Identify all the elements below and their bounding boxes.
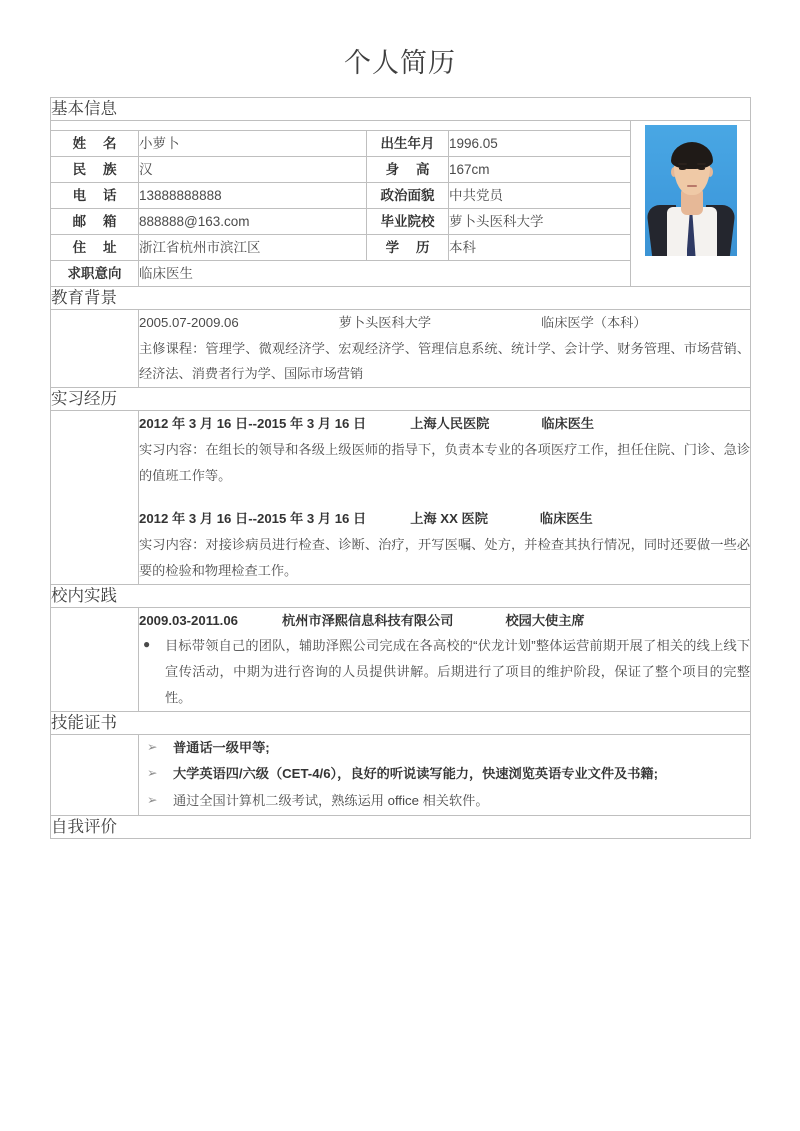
label-char-2: 名 <box>102 136 117 151</box>
label-char-2: 族 <box>102 162 117 177</box>
campus-practice-entry-head <box>139 608 750 634</box>
education-left-blank <box>51 310 139 388</box>
label-char-1: 姓 <box>72 136 87 151</box>
field-label-job-objective: 求职意向 <box>51 261 139 287</box>
resume-table <box>50 97 751 839</box>
label-char-1: 身 <box>385 162 400 177</box>
avatar <box>645 125 737 256</box>
section-header-skills: 技能证书 <box>51 711 751 734</box>
field-value-ethnicity: 汉 <box>139 157 367 183</box>
field-label-name <box>51 131 139 157</box>
education-entry-line <box>139 310 750 336</box>
label-char-2: 箱 <box>102 214 117 229</box>
campus-practice-list <box>139 633 750 710</box>
education-courses: 主修课程：管理学、微观经济学、宏观经济学、管理信息系统、统计学、会计学、财务管理、市场营销、经济法、消费者行为学、国际市场营销 <box>139 340 751 382</box>
education-content <box>139 310 751 388</box>
page-title: 个人简历 <box>344 48 456 78</box>
field-value-birthdate: 1996.05 <box>449 131 631 157</box>
field-label-phone <box>51 183 139 209</box>
skills-content <box>139 734 751 815</box>
internship-period: 2012 年 3 月 16 日--2015 年 3 月 16 日 <box>139 511 367 527</box>
field-label-degree <box>367 235 449 261</box>
section-header-row-basic-info <box>51 98 751 121</box>
list-item-text: 通过全国计算机二级考试，熟练运用 office 相关软件。 <box>173 793 489 809</box>
section-header-row-skills <box>51 711 751 734</box>
photo-brow-right <box>697 163 706 165</box>
internship-period: 2012 年 3 月 16 日--2015 年 3 月 16 日 <box>139 416 367 432</box>
internship-org: 上海 XX 医院 <box>410 511 488 527</box>
section-header-row-internship <box>51 388 751 411</box>
field-value-school: 萝卜头医科大学 <box>449 209 631 235</box>
internship-entry <box>139 411 750 488</box>
field-value-degree: 本科 <box>449 235 631 261</box>
photo-mouth <box>687 185 697 187</box>
internship-left-blank <box>51 411 139 584</box>
label-char-2: 高 <box>415 162 430 177</box>
field-value-email: 888888@163.com <box>139 209 367 235</box>
list-item <box>139 735 750 761</box>
spacer-cell <box>51 121 631 131</box>
list-item <box>139 788 750 814</box>
list-item <box>139 761 750 787</box>
label-char-2: 址 <box>102 240 117 255</box>
field-label-school: 毕业院校 <box>367 209 449 235</box>
campus-practice-org: 杭州市泽熙信息科技有限公司 <box>282 612 454 628</box>
section-header-row-campus-practice <box>51 584 751 607</box>
field-label-email <box>51 209 139 235</box>
field-value-height: 167cm <box>449 157 631 183</box>
photo-hair <box>671 142 713 169</box>
campus-practice-period: 2009.03-2011.06 <box>139 612 239 628</box>
campus-practice-row <box>51 607 751 711</box>
education-major: 临床医学（本科） <box>541 315 647 330</box>
skills-left-blank <box>51 734 139 815</box>
internship-row <box>51 411 751 584</box>
list-item-text: 目标带领自己的团队，辅助泽熙公司完成在各高校的“伏龙计划”整体运营前期开展了相关的线上线下宣传活动，中期为进行咨询的人员提供讲解。后期进行了项目的维护阶段，保证了整个项目的完整性。 <box>165 638 751 705</box>
section-header-row-self-evaluation <box>51 815 751 838</box>
internship-role: 临床医生 <box>541 416 595 432</box>
internship-content <box>139 411 751 584</box>
section-header-self-evaluation: 自我评价 <box>51 815 751 838</box>
list-item <box>139 633 750 710</box>
skills-list <box>139 735 750 814</box>
internship-org: 上海人民医院 <box>410 416 490 432</box>
label-char-1: 民 <box>72 162 87 177</box>
bullet-arrow-icon: ➢ <box>147 739 158 754</box>
field-label-birthdate: 出生年月 <box>367 131 449 157</box>
internship-body: 实习内容：在组长的领导和各级上级医师的指导下，负责本专业的各项医疗工作，担任住院、门诊、急诊的值班工作等。 <box>139 441 751 483</box>
field-value-name: 小萝卜 <box>139 131 367 157</box>
photo-eye-left <box>679 167 686 170</box>
field-value-job-objective: 临床医生 <box>139 261 631 287</box>
internship-role: 临床医生 <box>539 511 593 527</box>
label-char-1: 电 <box>72 188 87 203</box>
label-char-1: 学 <box>385 240 400 255</box>
education-row <box>51 310 751 388</box>
list-item-text: 大学英语四/六级（CET-4/6），良好的听说读写能力，快速浏览英语专业文件及书籍; <box>173 766 659 782</box>
section-header-row-education <box>51 287 751 310</box>
label-char-1: 邮 <box>72 214 87 229</box>
photo-brow-left <box>678 163 687 165</box>
bullet-dot-icon: ● <box>143 637 151 652</box>
label-char-1: 住 <box>72 240 87 255</box>
bullet-arrow-icon: ➢ <box>147 766 158 781</box>
field-label-address <box>51 235 139 261</box>
internship-entry-head <box>139 506 750 532</box>
campus-practice-content <box>139 607 751 711</box>
section-header-campus-practice: 校内实践 <box>51 584 751 607</box>
field-value-address: 浙江省杭州市滨江区 <box>139 235 367 261</box>
list-item-text: 普通话一级甲等; <box>173 739 270 755</box>
campus-practice-role: 校园大使主席 <box>505 612 585 628</box>
internship-body: 实习内容：对接诊病员进行检查、诊断、治疗，开写医嘱、处方，并检查其执行情况，同时还要做一些必要的检验和物理检查工作。 <box>139 537 751 578</box>
basic-info-spacer-row <box>51 121 751 131</box>
skills-row <box>51 734 751 815</box>
field-label-height <box>367 157 449 183</box>
label-char-2: 历 <box>415 240 430 255</box>
photo-cell <box>631 121 751 287</box>
internship-entry <box>139 506 750 583</box>
field-value-political-status: 中共党员 <box>449 183 631 209</box>
section-header-basic-info: 基本信息 <box>51 98 751 121</box>
internship-entry-head <box>139 411 750 437</box>
field-value-phone: 13888888888 <box>139 183 367 209</box>
bullet-arrow-icon: ➢ <box>147 793 158 808</box>
photo-eye-right <box>698 167 705 170</box>
label-char-2: 话 <box>102 188 117 203</box>
campus-practice-left-blank <box>51 607 139 711</box>
field-label-political-status: 政治面貌 <box>367 183 449 209</box>
education-school: 萝卜头医科大学 <box>338 315 432 330</box>
section-header-education: 教育背景 <box>51 287 751 310</box>
section-header-internship: 实习经历 <box>51 388 751 411</box>
education-period: 2005.07-2009.06 <box>139 315 239 330</box>
field-label-ethnicity <box>51 157 139 183</box>
